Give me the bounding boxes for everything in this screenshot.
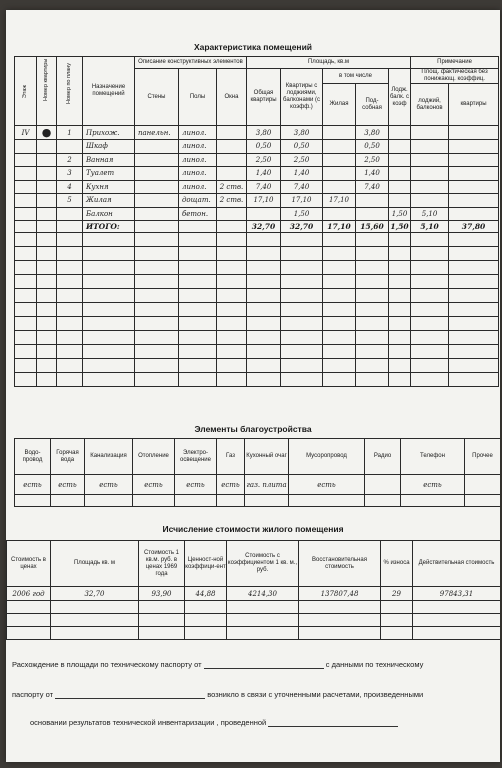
cell-apt: ● — [37, 126, 57, 140]
cell-windows — [217, 153, 247, 167]
cell-loggia — [389, 180, 411, 194]
cell-walls — [135, 194, 179, 208]
cell-act-apt — [449, 194, 499, 208]
footer-line-2b: возникло в связи с уточненными расчетами, произведенными — [207, 690, 424, 699]
cell-apt — [37, 194, 57, 208]
cell-total: 17,10 — [247, 194, 281, 208]
header-floor: Этаж — [15, 57, 37, 126]
header-apt-with-loggia: Квартиры с лоджиями, балконами (с коэфф.) — [281, 69, 323, 126]
room-row — [15, 167, 499, 181]
cell-walls — [135, 153, 179, 167]
blank-line — [268, 726, 398, 727]
amenity-header: Электро-освещение — [175, 439, 217, 475]
cell-act-loggia — [411, 194, 449, 208]
cost-table — [6, 540, 500, 640]
total-with-loggia: 32,70 — [281, 221, 323, 233]
cost-header: Действительная стоимость — [413, 541, 501, 587]
amenity-header: Водо-провод — [15, 439, 51, 475]
cell-act-apt — [449, 153, 499, 167]
room-row — [15, 126, 499, 140]
cell-walls: панельн. — [135, 126, 179, 140]
cell-name: Ванная — [83, 153, 135, 167]
cost-value: 29 — [381, 587, 413, 601]
cell-with-loggia: 3,80 — [281, 126, 323, 140]
cell-with-loggia: 1,50 — [281, 207, 323, 221]
cell-walls — [135, 207, 179, 221]
room-row — [15, 207, 499, 221]
cell-total: 1,40 — [247, 167, 281, 181]
total-aux: 15,60 — [356, 221, 389, 233]
cell-walls — [135, 140, 179, 154]
cell-name: Балкон — [83, 207, 135, 221]
header-living: Жилая — [323, 84, 356, 126]
footer-line-2 — [12, 690, 423, 699]
cell-with-loggia: 0,50 — [281, 140, 323, 154]
cell-total: 3,80 — [247, 126, 281, 140]
cost-header: Восстановительная стоимость — [299, 541, 381, 587]
blank-line — [55, 698, 205, 699]
cell-apt — [37, 167, 57, 181]
footer-line-1b: с данными по техническому — [325, 660, 424, 669]
cell-act-apt — [449, 180, 499, 194]
cell-aux: 1,40 — [356, 167, 389, 181]
amenity-value — [365, 475, 401, 495]
cell-windows — [217, 126, 247, 140]
amenity-value: есть — [15, 475, 51, 495]
amenity-value: есть — [289, 475, 365, 495]
cell-plan: 5 — [57, 194, 83, 208]
header-actual-area: Площ. фактическая без понижающ. коэффиц. — [411, 69, 499, 84]
amenity-header: Телефон — [401, 439, 465, 475]
cell-floors: линол. — [179, 126, 217, 140]
cell-windows: 2 ств. — [217, 180, 247, 194]
total-total: 32,70 — [247, 221, 281, 233]
cell-aux — [356, 207, 389, 221]
document-page — [6, 10, 500, 762]
cell-apt — [37, 140, 57, 154]
cell-name: Туалет — [83, 167, 135, 181]
total-loggia: 1,50 — [390, 222, 409, 231]
cell-apt — [37, 153, 57, 167]
cell-living: 17,10 — [323, 194, 356, 208]
header-area: Площадь, кв.м — [247, 57, 411, 69]
amenity-header: Мусоропровод — [289, 439, 365, 475]
amenities-section-title: Элементы благоустройства — [194, 424, 312, 434]
cell-plan: 3 — [57, 167, 83, 181]
cell-act-loggia: 5,10 — [411, 207, 449, 221]
cell-aux: 3,80 — [356, 126, 389, 140]
cell-act-apt — [449, 126, 499, 140]
amenity-header: Прочее — [465, 439, 501, 475]
total-act-loggia: 5,10 — [411, 221, 449, 233]
cell-floor — [15, 207, 37, 221]
cost-value: 32,70 — [51, 587, 139, 601]
cell-plan: 4 — [57, 180, 83, 194]
cell-act-apt — [449, 140, 499, 154]
footer-line-1 — [12, 660, 423, 669]
cell-floor: IV — [15, 126, 37, 140]
cell-plan: 2 — [57, 153, 83, 167]
cell-act-loggia — [411, 153, 449, 167]
cell-plan — [57, 207, 83, 221]
cell-aux: 7,40 — [356, 180, 389, 194]
cell-loggia — [389, 126, 411, 140]
cell-floors: линол. — [179, 180, 217, 194]
footer-line-1a: Расхождение в площади по техническому паспорту от — [12, 660, 202, 669]
cell-apt — [37, 207, 57, 221]
cell-apt — [37, 180, 57, 194]
cell-floors: дощат. — [179, 194, 217, 208]
cell-aux: 0,50 — [356, 140, 389, 154]
cell-living — [323, 207, 356, 221]
room-row — [15, 180, 499, 194]
header-plan-no: Номер по плану — [57, 57, 83, 126]
cell-name: Шкаф — [83, 140, 135, 154]
amenity-header: Кухонный очаг — [245, 439, 289, 475]
cell-name: Кухня — [83, 180, 135, 194]
cost-section-title: Исчисление стоимости жилого помещения — [162, 524, 344, 534]
cell-plan — [57, 140, 83, 154]
total-row — [15, 221, 499, 233]
cell-floors: линол. — [179, 153, 217, 167]
cell-aux: 2,50 — [356, 153, 389, 167]
cell-act-apt — [449, 207, 499, 221]
cell-living — [323, 126, 356, 140]
cell-floor — [15, 167, 37, 181]
amenities-table — [14, 438, 500, 507]
cost-value: 93,90 — [139, 587, 185, 601]
cell-floor — [15, 194, 37, 208]
footer-line-3a: основании результатов технической инвентаризации , — [30, 718, 219, 727]
total-living: 17,10 — [323, 221, 356, 233]
blank-line — [204, 668, 324, 669]
room-row — [15, 194, 499, 208]
header-loggias: лоджий, балконов — [411, 84, 449, 126]
cost-header: Стоимость 1 кв.м. руб. в ценах 1969 года — [139, 541, 185, 587]
cell-plan: 1 — [57, 126, 83, 140]
amenity-value: есть — [217, 475, 245, 495]
amenity-value: есть — [401, 475, 465, 495]
cell-windows — [217, 140, 247, 154]
cell-living — [323, 153, 356, 167]
header-walls: Стены — [135, 69, 179, 126]
cell-total: 2,50 — [247, 153, 281, 167]
footer-line-3 — [30, 718, 398, 727]
amenity-header: Радио — [365, 439, 401, 475]
cell-total: 0,50 — [247, 140, 281, 154]
amenity-value: есть — [85, 475, 133, 495]
amenity-header: Газ — [217, 439, 245, 475]
footer-line-3b: проведенной — [220, 718, 267, 727]
cell-windows — [217, 167, 247, 181]
cell-act-apt — [449, 167, 499, 181]
cell-windows — [217, 207, 247, 221]
room-row — [15, 153, 499, 167]
cell-total: 7,40 — [247, 180, 281, 194]
rooms-section-title: Характеристика помещений — [193, 42, 313, 52]
cost-value: 97843,31 — [413, 587, 501, 601]
cell-with-loggia: 7,40 — [281, 180, 323, 194]
footer-line-2a: паспорту от — [12, 690, 54, 699]
rooms-table — [14, 56, 499, 387]
cell-walls — [135, 180, 179, 194]
cell-loggia — [389, 167, 411, 181]
cell-name: Прихож. — [83, 126, 135, 140]
cell-with-loggia: 2,50 — [281, 153, 323, 167]
cell-windows: 2 ств. — [217, 194, 247, 208]
cell-floor — [15, 153, 37, 167]
cell-total — [247, 207, 281, 221]
header-purpose: Назначение помещений — [83, 57, 135, 126]
total-act-apt: 37,80 — [449, 221, 499, 233]
cell-with-loggia: 17,10 — [281, 194, 323, 208]
header-loggia: Лодж. балк. с коэф — [389, 69, 411, 126]
header-note: Примечание — [411, 57, 499, 69]
cost-value: 2006 год — [7, 587, 51, 601]
amenity-header: Горячая вода — [51, 439, 85, 475]
cell-loggia: 1,50 — [389, 207, 411, 221]
cell-floors: линол. — [179, 140, 217, 154]
cost-value: 4214,30 — [227, 587, 299, 601]
amenity-value: есть — [175, 475, 217, 495]
cell-floors: линол. — [179, 167, 217, 181]
cell-living — [323, 180, 356, 194]
cost-value: 44,88 — [185, 587, 227, 601]
cell-floor — [15, 140, 37, 154]
cost-header: Стоимость в ценах — [7, 541, 51, 587]
room-row — [15, 140, 499, 154]
total-label: ИТОГО: — [83, 221, 135, 233]
amenity-header: Отопление — [133, 439, 175, 475]
cell-living — [323, 140, 356, 154]
amenity-value — [465, 475, 501, 495]
header-apt-no: Номер квартиры — [37, 57, 57, 126]
header-apts: квартиры — [449, 84, 499, 126]
cell-name: Жилая — [83, 194, 135, 208]
cell-act-loggia — [411, 167, 449, 181]
cost-header: Площадь кв. м — [51, 541, 139, 587]
header-total-apt: Общая квартиры — [247, 69, 281, 126]
cell-with-loggia: 1,40 — [281, 167, 323, 181]
header-floors: Полы — [179, 69, 217, 126]
header-windows: Окна — [217, 69, 247, 126]
cost-header: Стоимость с коэффициентом 1 кв. м., руб. — [227, 541, 299, 587]
cell-act-loggia — [411, 180, 449, 194]
header-aux: Под-собная — [356, 84, 389, 126]
cell-loggia — [389, 140, 411, 154]
header-incl: в том числе — [323, 69, 389, 84]
cell-aux — [356, 194, 389, 208]
cell-act-loggia — [411, 140, 449, 154]
cell-loggia — [389, 153, 411, 167]
header-constructive: Описание конструктивных элементов — [135, 57, 247, 69]
cell-floor — [15, 180, 37, 194]
amenity-value: газ. плита — [245, 475, 289, 495]
cell-act-loggia — [411, 126, 449, 140]
cell-loggia — [389, 194, 411, 208]
cell-living — [323, 167, 356, 181]
cost-header: Ценност-ной коэффици-ент — [185, 541, 227, 587]
cost-value: 137807,48 — [299, 587, 381, 601]
cell-walls — [135, 167, 179, 181]
amenity-value: есть — [51, 475, 85, 495]
amenity-value: есть — [133, 475, 175, 495]
cost-header: % износа — [381, 541, 413, 587]
amenity-header: Канализация — [85, 439, 133, 475]
cell-floors: бетон. — [179, 207, 217, 221]
